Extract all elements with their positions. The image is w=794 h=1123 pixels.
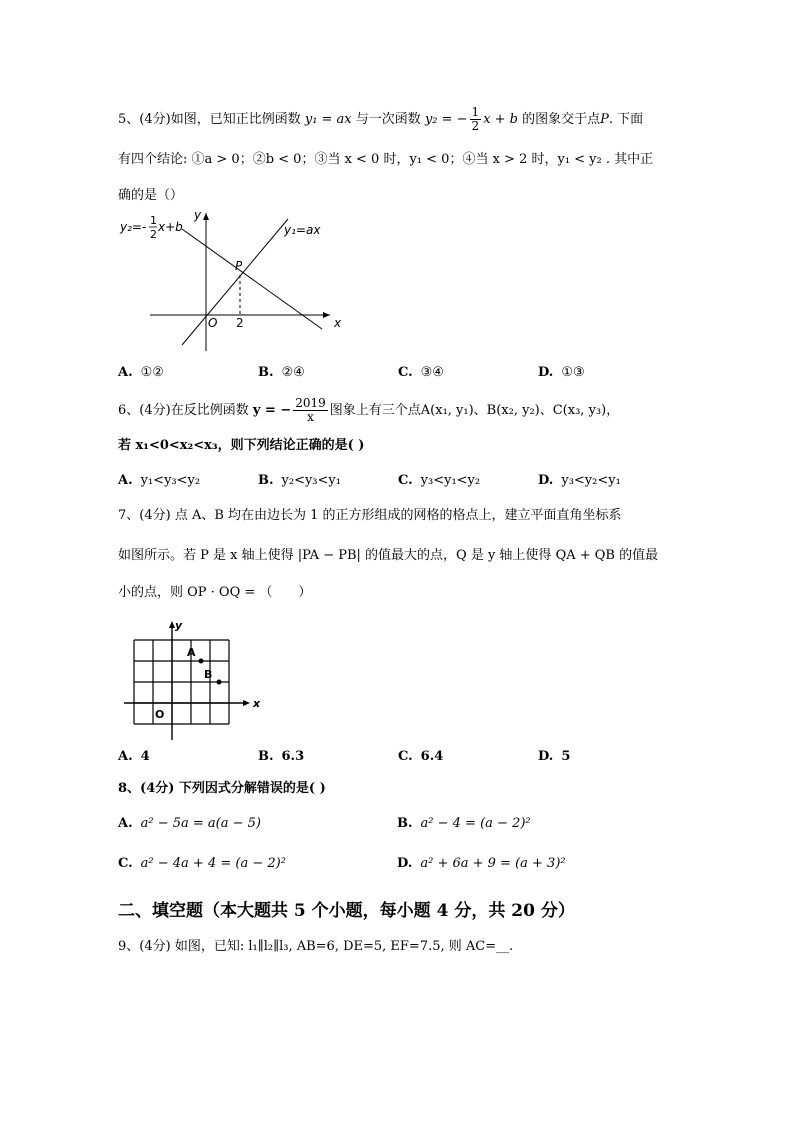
grid-point-b-label: B: [204, 668, 213, 681]
grid-axis-x: x: [253, 697, 261, 710]
label-y1: y₁=ax: [284, 223, 321, 237]
grid-point-a: [199, 659, 204, 664]
q7-stem-line3: 小的点，则 OP · OQ = （ ）: [118, 585, 312, 600]
section-heading: 二、填空题（本大题共 5 个小题，每小题 4 分，共 20 分）: [118, 901, 575, 921]
q6-option-d[interactable]: D. y₃<y₂<y₁: [538, 473, 621, 488]
label-y2-num: 1: [150, 214, 157, 227]
q7-option-d[interactable]: D. 5: [538, 749, 571, 764]
q8-stem: 8、(4分) 下列因式分解错误的是( ): [118, 781, 326, 796]
q5-option-a[interactable]: A. ①②: [118, 365, 164, 380]
q8-option-a[interactable]: A. a² − 5a = a(a − 5): [118, 816, 261, 831]
tick-2: 2: [236, 316, 244, 330]
q7-stem-line2: 如图所示。若 P 是 x 轴上使得 |PA − PB| 的值最大的点，Q 是 y 轴上使得 QA + QB 的值最: [118, 548, 659, 563]
q7-stem-line1: 7、(4分) 点 A、B 均在由边长为 1 的正方形组成的网格的格点上，建立平面直角坐标系: [118, 508, 622, 523]
q7-option-a[interactable]: A. 4: [118, 749, 150, 764]
axis-x-label: x: [334, 316, 342, 330]
line-y1: [182, 219, 288, 345]
q8-option-b[interactable]: B. a² − 4 = (a − 2)²: [397, 816, 531, 831]
origin-label: O: [208, 316, 218, 330]
q7-option-c[interactable]: C. 6.4: [398, 749, 444, 764]
q6-option-c[interactable]: C. y₃<y₁<y₂: [398, 473, 481, 488]
q8-option-d[interactable]: D. a² + 6a + 9 = (a + 3)²: [397, 856, 566, 871]
label-y2-tail: x+b: [158, 220, 183, 234]
grid-origin: O: [155, 708, 165, 721]
q5-option-c[interactable]: C. ③④: [398, 365, 444, 380]
q6-stem-line1: 6、(4分)在反比例函数 y = − $\frac{2019}{x}$ 图象上有三个点A(x₁, y₁)、B(x₂, y₂)、C(x₃, y₃)，: [118, 396, 620, 424]
grid-point-a-label: A: [187, 646, 196, 659]
q6-option-a[interactable]: A. y₁<y₃<y₂: [118, 473, 201, 488]
q5-stem-line1: 5、(4分)如图，已知正比例函数 y₁ = ax 与一次函数 y₂ = − $\frac{1}{2}$ x + b 的图象交于点P. 下面: [118, 105, 644, 133]
q7-option-b[interactable]: B. 6.3: [258, 749, 305, 764]
q6-fraction: $\frac{2019}{x}$: [295, 396, 326, 424]
axis-y-label: y: [194, 208, 202, 222]
q5-stem-line3: 确的是（）: [118, 188, 184, 203]
q7-grid-figure: [120, 616, 270, 742]
q5-fraction: $\frac{1}{2}$: [471, 105, 480, 133]
q8-option-c[interactable]: C. a² − 4a + 4 = (a − 2)²: [118, 856, 286, 871]
q5-option-d[interactable]: D. ①③: [538, 365, 585, 380]
q5-stem-line2: 有四个结论: ①a > 0；②b < 0；③当 x < 0 时，y₁ < 0；④当 x > 2 时，y₁ < y₂ . 其中正: [118, 152, 654, 167]
q5-graph: [112, 205, 352, 357]
q5-option-b[interactable]: B. ②④: [258, 365, 305, 380]
q6-option-b[interactable]: B. y₂<y₃<y₁: [258, 473, 341, 488]
line-y2: [182, 229, 322, 329]
point-p-label: P: [235, 259, 243, 273]
grid-axis-y: y: [175, 619, 183, 632]
q6-stem-line2: 若 x₁<0<x₂<x₃，则下列结论正确的是( ): [118, 438, 365, 453]
grid-point-b: [217, 680, 222, 685]
label-y2: y₂=-: [120, 220, 147, 234]
q9-stem: 9、(4分) 如图，已知: l₁∥l₂∥l₃, AB=6, DE=5, EF=7.5, 则 AC=__.: [118, 939, 514, 954]
label-y2-den: 2: [150, 228, 157, 241]
